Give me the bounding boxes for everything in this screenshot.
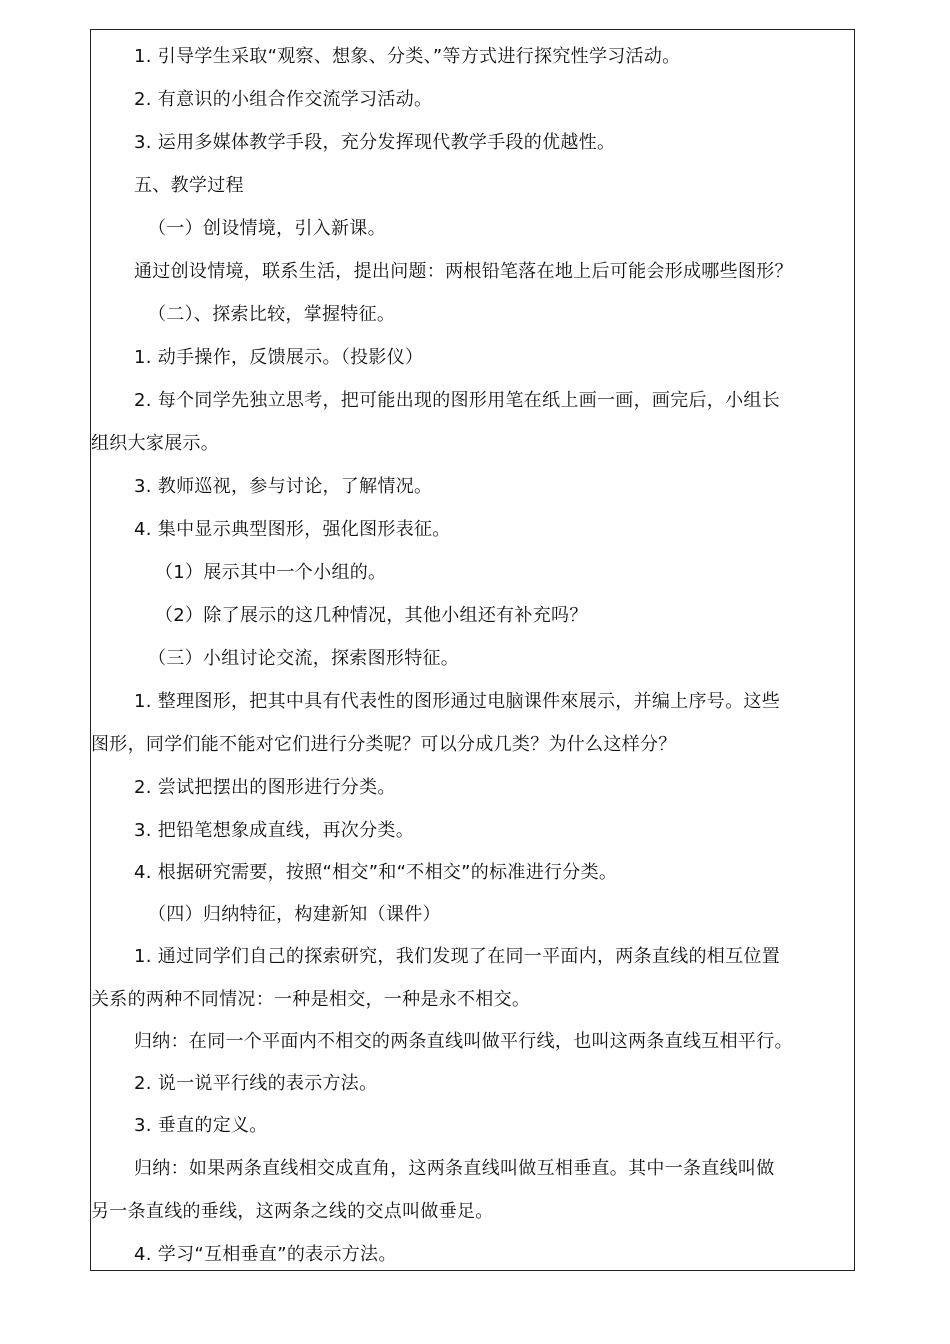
section-heading: 五、教学过程	[134, 175, 244, 196]
text-line: 3. 教师巡视，参与讨论，了解情况。	[134, 476, 433, 497]
text-line: 另一条直线的垂线，这两条之线的交点叫做垂足。	[91, 1201, 494, 1222]
text-line: 2. 有意识的小组合作交流学习活动。	[134, 89, 433, 110]
text-line: （2）除了展示的这几种情况，其他小组还有补充吗？	[155, 605, 588, 626]
text-line: 2. 尝试把摆出的图形进行分类。	[134, 777, 396, 798]
text-line: 4. 学习“互相垂直”的表示方法。	[134, 1244, 397, 1265]
text-line: 3. 垂直的定义。	[134, 1115, 268, 1136]
subsection-heading: （三）小组讨论交流，探索图形特征。	[148, 648, 460, 669]
text-line: 关系的两种不同情况：一种是相交，一种是永不相交。	[91, 989, 531, 1010]
subsection-heading: （四）归纳特征，构建新知（课件）	[148, 904, 441, 925]
text-line: 2. 说一说平行线的表示方法。	[134, 1073, 378, 1094]
text-line: 3. 运用多媒体教学手段，充分发挥现代教学手段的优越性。	[134, 132, 616, 153]
text-line: 4. 根据研究需要，按照“相交”和“不相交”的标准进行分类。	[134, 862, 618, 883]
text-line: 图形，同学们能不能对它们进行分类呢？可以分成几类？为什么这样分？	[91, 734, 677, 755]
text-line: 归纳：在同一个平面内不相交的两条直线叫做平行线，也叫这两条直线互相平行。	[134, 1031, 793, 1052]
text-line: 1. 通过同学们自己的探索研究，我们发现了在同一平面内，两条直线的相互位置	[134, 946, 780, 967]
text-line: 1. 动手操作，反馈展示。（投影仪）	[134, 347, 424, 368]
text-line: 1. 整理图形，把其中具有代表性的图形通过电脑课件來展示，并编上序号。这些	[134, 691, 780, 712]
text-line: 组织大家展示。	[91, 433, 220, 454]
subsection-heading: （一）创设情境，引入新课。	[148, 218, 386, 239]
text-line: 2. 每个同学先独立思考，把可能出现的图形用笔在纸上画一画，画完后，小组长	[134, 390, 780, 411]
text-line: 通过创设情境，联系生活，提出问题：两根铅笔落在地上后可能会形成哪些图形？	[134, 261, 793, 282]
text-line: 归纳：如果两条直线相交成直角，这两条直线叫做互相垂直。其中一条直线叫做	[134, 1158, 775, 1179]
text-line: 4. 集中显示典型图形，强化图形表征。	[134, 519, 451, 540]
text-line: 3. 把铅笔想象成直线，再次分类。	[134, 820, 414, 841]
text-line: 1. 引导学生采取“观察、想象、分类、”等方式进行探究性学习活动。	[134, 46, 681, 67]
subsection-heading: （二）、探索比较，掌握特征。	[148, 304, 396, 325]
text-line: （1）展示其中一个小组的。	[155, 562, 387, 583]
